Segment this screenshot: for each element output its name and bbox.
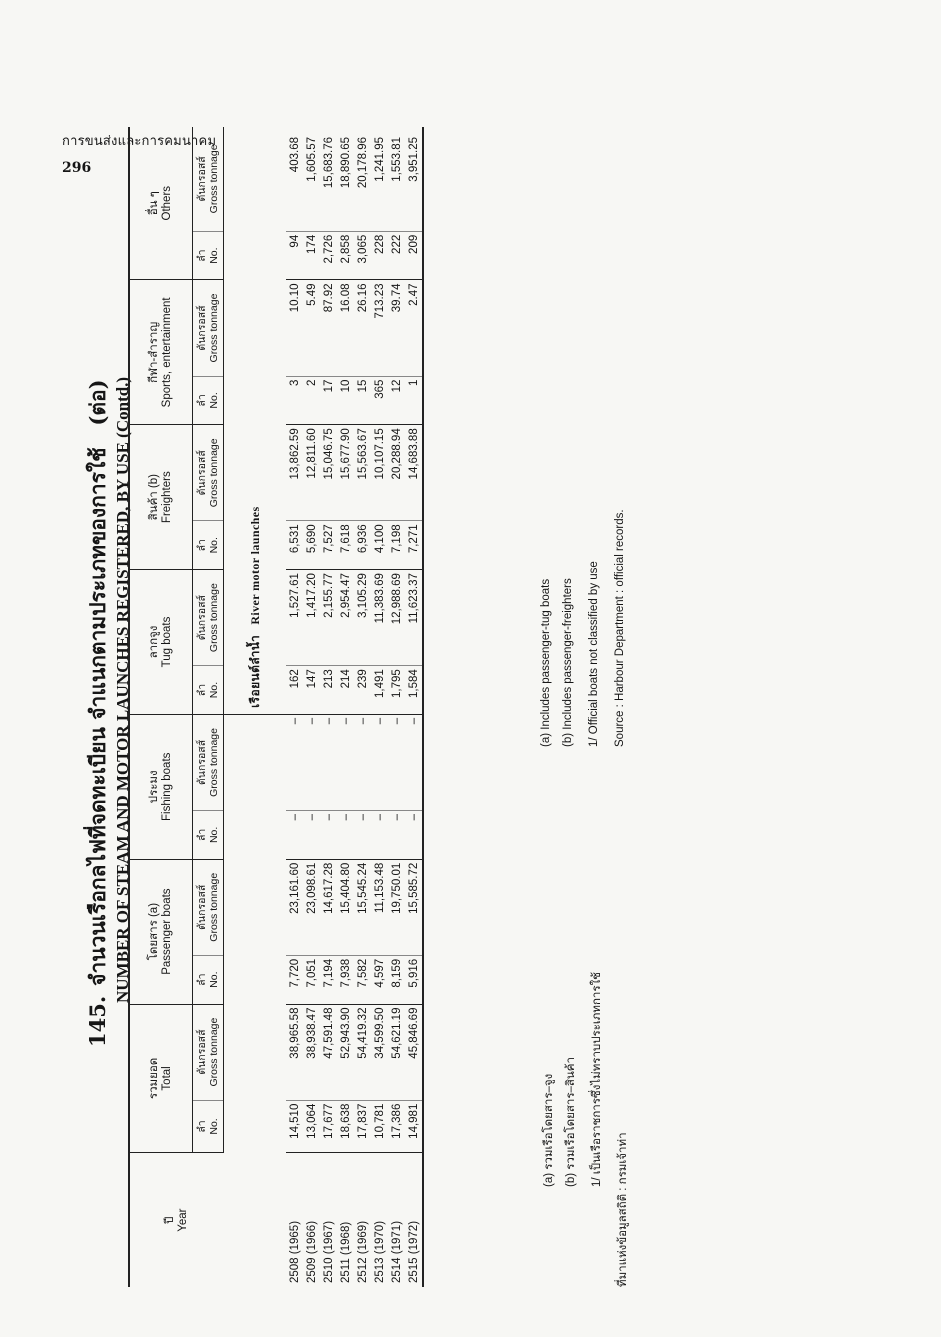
sub-gt-en: Gross tonnage	[208, 1017, 220, 1087]
group-header-others	[129, 127, 193, 280]
tonnage-cell: –	[337, 714, 354, 810]
count-cell: 365	[371, 376, 388, 425]
count-cell: 94	[286, 231, 303, 280]
title-english: NUMBER OF STEAM AND MOTOR LAUNCHES REGISTERED, BY USE (Contd.)	[113, 376, 132, 1003]
sub-no-en: No.	[208, 826, 220, 844]
tonnage-cell: 54,621.19	[388, 1004, 405, 1100]
tonnage-cell: 14,617.28	[320, 859, 337, 955]
title-thai-line	[82, 167, 115, 1047]
tonnage-cell: 5.49	[303, 280, 320, 376]
group-header-fishing	[129, 714, 193, 859]
table-row	[354, 127, 371, 1287]
tonnage-cell: 15,585.72	[405, 859, 423, 955]
section-label-thai: เรือยนต์ลำน้ำ	[247, 634, 262, 708]
footnote-1-thai: 1/ เป็นเรือราชการซึ่งไม่ทราบประเภทการใช้	[591, 972, 603, 1187]
count-cell: 1,584	[405, 666, 423, 715]
tonnage-cell: 1,553.81	[388, 127, 405, 231]
section-label	[248, 506, 262, 707]
tonnage-cell: 2,954.47	[337, 570, 354, 666]
tonnage-cell: 23,098.61	[303, 859, 320, 955]
count-cell: 1,491	[371, 666, 388, 715]
count-cell: 213	[320, 666, 337, 715]
sub-gt-en: Gross tonnage	[208, 728, 220, 797]
sub-no-thai: ลำ	[196, 249, 208, 262]
launches-table	[128, 127, 424, 1287]
group-en: Tug boats	[161, 616, 173, 668]
sub-header-no	[193, 231, 224, 280]
running-header: การขนส่งและการคมนาคม	[62, 134, 217, 149]
sub-no-en: No.	[208, 681, 220, 699]
tonnage-cell: –	[388, 714, 405, 810]
group-en: Others	[161, 185, 173, 221]
group-en: Total	[161, 1066, 173, 1091]
sub-no-thai: ลำ	[196, 973, 208, 986]
count-cell: 7,194	[320, 955, 337, 1004]
sub-header-row	[193, 127, 224, 1287]
sub-gt-thai: ตันกรอสส์	[196, 1029, 208, 1075]
title-contd-thai: (ต่อ)	[85, 379, 110, 426]
count-cell: 147	[303, 666, 320, 715]
tonnage-cell: 2.47	[405, 280, 423, 376]
tonnage-cell: 11,153.48	[371, 859, 388, 955]
year-cell: 2512 (1969)	[356, 1220, 369, 1283]
count-cell: 7,618	[337, 521, 354, 570]
count-cell: 5,916	[405, 955, 423, 1004]
footnote-1-en: 1/ Official boats not classified by use	[588, 561, 600, 747]
tonnage-cell: –	[405, 714, 423, 810]
sub-gt-thai: ตันกรอสส์	[196, 450, 208, 496]
tonnage-cell: –	[354, 714, 371, 810]
footnote-a-thai: (a) รวมเรือโดยสาร–จูง	[543, 1073, 555, 1187]
count-cell: –	[371, 811, 388, 860]
count-cell: 17,386	[388, 1100, 405, 1153]
section-spacer	[224, 714, 287, 1287]
count-cell: 3,065	[354, 231, 371, 280]
count-cell: 209	[405, 231, 423, 280]
group-thai: รวมยอด	[148, 1057, 160, 1100]
tonnage-cell: 403.68	[286, 127, 303, 231]
count-cell: 13,064	[303, 1100, 320, 1153]
tonnage-cell: 16.08	[337, 280, 354, 376]
group-header-sports	[129, 280, 193, 425]
tonnage-cell: –	[320, 714, 337, 810]
sub-no-thai: ลำ	[196, 394, 208, 407]
count-cell: 4,597	[371, 955, 388, 1004]
section-row	[224, 127, 287, 1287]
tonnage-cell: 26.16	[354, 280, 371, 376]
tonnage-cell: 10.10	[286, 280, 303, 376]
source-thai: ที่มาแห่งข้อมูลสถิติ : กรมเจ้าท่า	[617, 1132, 629, 1287]
count-cell: –	[405, 811, 423, 860]
sub-header-no	[193, 955, 224, 1004]
tonnage-cell: 713.23	[371, 280, 388, 376]
group-thai: กีฬา-สำราญ	[148, 321, 160, 383]
group-en: Freighters	[161, 471, 173, 524]
tonnage-cell: 15,563.67	[354, 425, 371, 521]
tonnage-cell: 14,683.88	[405, 425, 423, 521]
sub-header-no	[193, 521, 224, 570]
count-cell: –	[354, 811, 371, 860]
sub-no-en: No.	[208, 247, 220, 264]
page-number: 296	[62, 160, 92, 176]
year-cell: 2515 (1972)	[407, 1220, 420, 1283]
tonnage-cell: 15,404.80	[337, 859, 354, 955]
tonnage-cell: 15,545.24	[354, 859, 371, 955]
count-cell: 214	[337, 666, 354, 715]
count-cell: 15	[354, 376, 371, 425]
footnote-b-en: (b) Includes passenger-freighters	[562, 578, 574, 747]
count-cell: 2,858	[337, 231, 354, 280]
group-en: Sports, entertainment	[161, 297, 173, 408]
year-header-thai: ปี	[163, 1216, 176, 1224]
section-label-cell	[224, 127, 287, 714]
year-cell: 2513 (1970)	[373, 1220, 386, 1283]
year-cell: 2508 (1965)	[288, 1220, 301, 1283]
tonnage-cell: 12,988.69	[388, 570, 405, 666]
count-cell: 222	[388, 231, 405, 280]
tonnage-cell: 15,677.90	[337, 425, 354, 521]
count-cell: 7,198	[388, 521, 405, 570]
section-label-en: River motor launches	[247, 506, 262, 625]
tonnage-cell: 3,105.29	[354, 570, 371, 666]
count-cell: 10,781	[371, 1100, 388, 1153]
count-cell: –	[303, 811, 320, 860]
sub-header-gross-tonnage	[193, 1004, 224, 1100]
sub-no-thai: ลำ	[196, 1120, 208, 1133]
sub-gt-thai: ตันกรอสส์	[196, 305, 208, 351]
tonnage-cell: 11,383.69	[371, 570, 388, 666]
count-cell: 12	[388, 376, 405, 425]
count-cell: 228	[371, 231, 388, 280]
tonnage-cell: –	[286, 714, 303, 810]
sub-gt-en: Gross tonnage	[208, 438, 220, 508]
tonnage-cell: 47,591.48	[320, 1004, 337, 1100]
sub-gt-thai: ตันกรอสส์	[196, 595, 208, 641]
tonnage-cell: 1,605.57	[303, 127, 320, 231]
table-row	[371, 127, 388, 1287]
count-cell: –	[286, 811, 303, 860]
year-cell: 2509 (1966)	[305, 1220, 318, 1283]
source-en: Source : Harbour Department : official records.	[614, 509, 626, 747]
sub-header-no	[193, 1100, 224, 1153]
sub-gt-en: Gross tonnage	[208, 293, 220, 363]
count-cell: 18,638	[337, 1100, 354, 1153]
group-thai: สินค้า (b)	[148, 474, 160, 521]
tonnage-cell: 10,107.15	[371, 425, 388, 521]
year-cell: 2514 (1971)	[390, 1220, 403, 1283]
sub-gt-en: Gross tonnage	[208, 872, 220, 942]
tonnage-cell: 18,890.65	[337, 127, 354, 231]
sub-no-en: No.	[208, 1118, 220, 1135]
table-body	[224, 127, 424, 1287]
sub-header-no	[193, 376, 224, 425]
group-thai: ประมง	[148, 770, 160, 804]
count-cell: 3	[286, 376, 303, 425]
group-header-tug	[129, 570, 193, 715]
group-thai: ลากจูง	[148, 625, 160, 659]
tonnage-cell: 15,683.76	[320, 127, 337, 231]
sub-gt-thai: ตันกรอสส์	[196, 739, 208, 786]
sub-header-gross-tonnage	[193, 425, 224, 521]
table-row	[303, 127, 320, 1287]
tonnage-cell: 1,527.61	[286, 570, 303, 666]
count-cell: 7,938	[337, 955, 354, 1004]
count-cell: 7,720	[286, 955, 303, 1004]
tonnage-cell: 54,419.32	[354, 1004, 371, 1100]
count-cell: –	[388, 811, 405, 860]
count-cell: 10	[337, 376, 354, 425]
count-cell: 14,981	[405, 1100, 423, 1153]
count-cell: 162	[286, 666, 303, 715]
sub-header-gross-tonnage	[193, 714, 224, 810]
table-title	[82, 167, 133, 1047]
footnote-a-en: (a) Includes passenger-tug boats	[540, 578, 552, 747]
tonnage-cell: 12,811.60	[303, 425, 320, 521]
sub-header-gross-tonnage	[193, 127, 224, 231]
count-cell: 7,051	[303, 955, 320, 1004]
count-cell: –	[320, 811, 337, 860]
sub-header-gross-tonnage	[193, 570, 224, 666]
count-cell: –	[337, 811, 354, 860]
count-cell: 2,726	[320, 231, 337, 280]
sub-gt-en: Gross tonnage	[208, 144, 220, 214]
count-cell: 1	[405, 376, 423, 425]
group-thai: โดยสาร (a)	[148, 902, 160, 961]
year-cell: 2511 (1968)	[339, 1221, 352, 1283]
year-cell: 2510 (1967)	[322, 1220, 335, 1283]
title-thai: จำนวนเรือกลไฟที่จดทะเบียน จำแนกตามประเภทของการใช้	[85, 447, 110, 986]
sub-no-en: No.	[208, 392, 220, 409]
count-cell: 8,159	[388, 955, 405, 1004]
footnote-b-thai: (b) รวมเรือโดยสาร–สินค้า	[565, 1057, 577, 1187]
tonnage-cell: 1,241.95	[371, 127, 388, 231]
sub-header-no	[193, 666, 224, 715]
tonnage-cell: 15,046.75	[320, 425, 337, 521]
tonnage-cell: 20,178.96	[354, 127, 371, 231]
sub-no-thai: ลำ	[196, 539, 208, 552]
sub-gt-thai: ตันกรอสส์	[196, 884, 208, 930]
tonnage-cell: 2,155.77	[320, 570, 337, 666]
tonnage-cell: 45,846.69	[405, 1004, 423, 1100]
count-cell: 17,837	[354, 1100, 371, 1153]
tonnage-cell: 23,161.60	[286, 859, 303, 955]
table-row	[320, 127, 337, 1287]
count-cell: 6,936	[354, 521, 371, 570]
group-en: Fishing boats	[161, 752, 173, 821]
table-row	[286, 127, 303, 1287]
tonnage-cell: 38,965.58	[286, 1004, 303, 1100]
sub-header-no	[193, 811, 224, 860]
group-header-total	[129, 1004, 193, 1153]
tonnage-cell: 38,938.47	[303, 1004, 320, 1100]
sub-no-en: No.	[208, 971, 220, 988]
table-row	[388, 127, 405, 1287]
tonnage-cell: –	[371, 714, 388, 810]
tonnage-cell: 39.74	[388, 280, 405, 376]
count-cell: 7,582	[354, 955, 371, 1004]
sub-no-en: No.	[208, 537, 220, 554]
sub-gt-en: Gross tonnage	[208, 583, 220, 653]
tonnage-cell: 20,288.94	[388, 425, 405, 521]
tonnage-cell: 52,943.90	[337, 1004, 354, 1100]
sub-gt-thai: ตันกรอสส์	[196, 156, 208, 202]
count-cell: 7,527	[320, 521, 337, 570]
group-header-freighters	[129, 425, 193, 570]
count-cell: 6,531	[286, 521, 303, 570]
tonnage-cell: 34,599.50	[371, 1004, 388, 1100]
tonnage-cell: 1,417.20	[303, 570, 320, 666]
tonnage-cell: 19,750.01	[388, 859, 405, 955]
count-cell: 2	[303, 376, 320, 425]
year-header	[129, 1153, 224, 1287]
sub-header-gross-tonnage	[193, 280, 224, 376]
count-cell: 14,510	[286, 1100, 303, 1153]
group-header-passenger	[129, 859, 193, 1004]
statistics-table-wrapper	[128, 127, 424, 1287]
count-cell: 4,100	[371, 521, 388, 570]
tonnage-cell: 3,951.25	[405, 127, 423, 231]
count-cell: 1,795	[388, 666, 405, 715]
tonnage-cell: 11,623.37	[405, 570, 423, 666]
count-cell: 7,271	[405, 521, 423, 570]
sub-no-thai: ลำ	[196, 828, 208, 842]
tonnage-cell: –	[303, 714, 320, 810]
year-header-en: Year	[176, 1208, 189, 1232]
tonnage-cell: 13,862.59	[286, 425, 303, 521]
count-cell: 239	[354, 666, 371, 715]
count-cell: 174	[303, 231, 320, 280]
group-thai: อื่น ๆ	[148, 191, 160, 216]
count-cell: 17,677	[320, 1100, 337, 1153]
sub-no-thai: ลำ	[196, 683, 208, 697]
table-number: 145.	[85, 995, 110, 1047]
table-row	[405, 127, 423, 1287]
tonnage-cell: 87.92	[320, 280, 337, 376]
sub-header-gross-tonnage	[193, 859, 224, 955]
group-en: Passenger boats	[161, 888, 173, 975]
table-row	[337, 127, 354, 1287]
count-cell: 17	[320, 376, 337, 425]
count-cell: 5,690	[303, 521, 320, 570]
